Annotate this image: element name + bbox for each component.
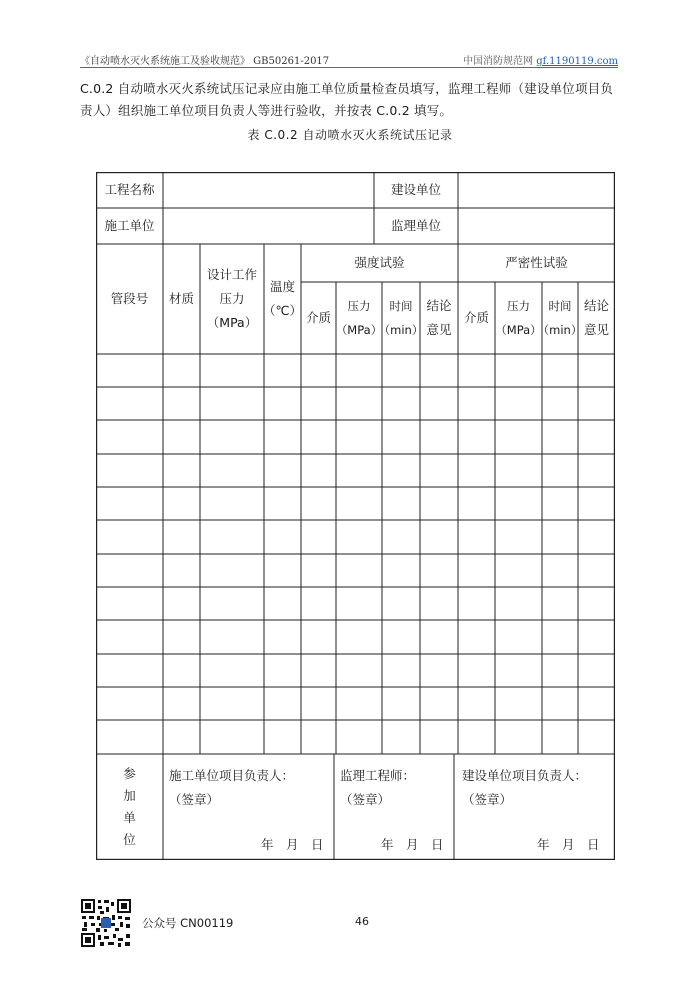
table-cell[interactable] [542,487,578,520]
table-cell[interactable] [200,520,264,554]
contractor-seal-label: （签章） [169,792,220,807]
table-cell[interactable] [578,520,615,554]
table-cell[interactable] [163,420,200,454]
page-header [80,52,618,68]
table-cell[interactable] [495,487,542,520]
strength-time-header: 时间（min） [378,299,424,337]
table-cell[interactable] [163,487,200,520]
table-cell[interactable] [163,387,200,420]
table-cell[interactable] [96,654,163,687]
table-cell[interactable] [264,387,301,420]
table-cell[interactable] [336,520,382,554]
table-cell[interactable] [96,520,163,554]
table-cell[interactable] [264,520,301,554]
table-cell[interactable] [264,620,301,654]
table-cell[interactable] [495,420,542,454]
table-cell[interactable] [420,387,458,420]
participants-label: 参加单位 [123,766,136,847]
table-cell[interactable] [200,620,264,654]
table-cell[interactable] [200,420,264,454]
table-cell[interactable] [336,654,382,687]
table-cell[interactable] [264,687,301,720]
table-cell[interactable] [336,587,382,620]
table-cell[interactable] [458,487,495,520]
table-cell[interactable] [578,420,615,454]
table-cell[interactable] [382,354,420,387]
strength-pressure-header: 压力（MPa） [335,299,383,337]
owner-unit-field[interactable] [458,172,615,208]
table-cell[interactable] [163,554,200,587]
strength-medium-header: 介质 [305,310,331,325]
table-cell[interactable] [495,654,542,687]
table-cell[interactable] [163,587,200,620]
table-cell[interactable] [542,454,578,487]
table-cell[interactable] [458,720,495,754]
table-cell[interactable] [458,387,495,420]
table-cell[interactable] [382,420,420,454]
table-cell[interactable] [542,620,578,654]
table-cell[interactable] [495,454,542,487]
table-cell[interactable] [382,720,420,754]
table-cell[interactable] [200,720,264,754]
table-cell[interactable] [542,587,578,620]
table-cell[interactable] [382,554,420,587]
table-cell[interactable] [264,420,301,454]
contractor-date: 年 月 日 [261,837,324,852]
table-cell[interactable] [200,354,264,387]
page-number: 46 [355,915,369,928]
table-cell[interactable] [264,720,301,754]
table-cell[interactable] [542,554,578,587]
table-cell[interactable] [96,354,163,387]
table-cell[interactable] [458,620,495,654]
table-cell[interactable] [578,654,615,687]
table-cell[interactable] [458,687,495,720]
table-cell[interactable] [200,654,264,687]
table-cell[interactable] [420,520,458,554]
table-cell[interactable] [301,487,336,520]
table-cell[interactable] [163,520,200,554]
label-supervisor-unit: 监理单位 [390,218,441,233]
table-cell[interactable] [495,720,542,754]
table-cell[interactable] [420,487,458,520]
table-cell[interactable] [495,687,542,720]
table-cell[interactable] [458,654,495,687]
table-cell[interactable] [420,420,458,454]
col-design-pressure-header: 设计工作压力（MPa） [206,267,258,330]
label-owner-unit: 建设单位 [390,182,441,197]
table-cell[interactable] [200,387,264,420]
table-cell[interactable] [382,620,420,654]
table-cell[interactable] [542,687,578,720]
header-site-link[interactable]: gf.1190119.com [536,56,618,67]
strength-conclusion-header: 结论意见 [426,298,452,337]
contractor-field[interactable] [163,208,374,244]
table-cell[interactable] [458,420,495,454]
table-cell[interactable] [382,454,420,487]
table-cell[interactable] [578,620,615,654]
table-cell[interactable] [96,587,163,620]
table-cell[interactable] [420,720,458,754]
wechat-account: 公众号 CN00119 [142,916,234,930]
table-cell[interactable] [578,687,615,720]
table-cell[interactable] [542,654,578,687]
table-cell[interactable] [336,420,382,454]
table-cell[interactable] [96,454,163,487]
table-cell[interactable] [264,554,301,587]
tightness-medium-header: 介质 [463,310,489,325]
table-cell[interactable] [382,587,420,620]
tightness-pressure-header: 压力（MPa） [495,299,542,337]
header-rule [80,67,618,68]
table-cell[interactable] [458,587,495,620]
table-cell[interactable] [336,720,382,754]
table-cell[interactable] [163,354,200,387]
table-cell[interactable] [382,487,420,520]
table-cell[interactable] [578,587,615,620]
table-cell[interactable] [420,354,458,387]
owner-date: 年 月 日 [537,837,600,852]
project-name-field[interactable] [163,172,374,208]
col-section-header: 管段号 [110,291,149,306]
table-cell[interactable] [336,687,382,720]
table-cell[interactable] [336,487,382,520]
table-cell[interactable] [578,720,615,754]
table-cell[interactable] [336,620,382,654]
label-contractor: 施工单位 [104,218,155,233]
col-material-header: 材质 [168,291,194,306]
table-cell[interactable] [264,487,301,520]
tightness-conclusion-header: 结论意见 [583,298,609,337]
table-cell[interactable] [542,354,578,387]
table-cell[interactable] [301,420,336,454]
supervisor-signature-label: 监理工程师： [340,768,416,783]
table-cell[interactable] [578,554,615,587]
table-cell[interactable] [382,387,420,420]
contractor-signature-label: 施工单位项目负责人： [169,768,295,783]
table-cell[interactable] [420,687,458,720]
table-cell[interactable] [264,654,301,687]
tightness-test-header: 严密性试验 [505,255,568,270]
table-cell[interactable] [578,387,615,420]
table-cell[interactable] [96,620,163,654]
table-cell[interactable] [495,587,542,620]
table-cell[interactable] [200,587,264,620]
table-caption: 表 C.0.2 自动喷水灭火系统试压记录 [247,128,453,142]
header-site-name: 中国消防规范网 [463,56,534,67]
supervisor-unit-field[interactable] [458,208,615,244]
table-cell[interactable] [200,554,264,587]
table-cell[interactable] [301,654,336,687]
table-cell[interactable] [96,554,163,587]
table-cell[interactable] [420,454,458,487]
table-cell[interactable] [458,520,495,554]
table-cell[interactable] [336,387,382,420]
table-cell[interactable] [495,387,542,420]
supervisor-seal-label: （签章） [340,792,391,807]
table-cell[interactable] [301,387,336,420]
supervisor-date: 年 月 日 [381,837,444,852]
table-cell[interactable] [264,454,301,487]
table-cell[interactable] [420,654,458,687]
table-cell[interactable] [542,387,578,420]
table-cell[interactable] [301,687,336,720]
table-cell[interactable] [382,654,420,687]
header-site [463,52,618,67]
table-cell[interactable] [200,487,264,520]
table-cell[interactable] [542,420,578,454]
table-cell[interactable] [96,487,163,520]
table-cell[interactable] [163,654,200,687]
strength-test-header: 强度试验 [354,255,405,270]
table-cell[interactable] [420,587,458,620]
table-cell[interactable] [495,620,542,654]
table-cell[interactable] [200,454,264,487]
table-cell[interactable] [301,354,336,387]
table-cell[interactable] [382,520,420,554]
table-cell[interactable] [301,620,336,654]
table-cell[interactable] [301,454,336,487]
table-cell[interactable] [301,520,336,554]
owner-signature-label: 建设单位项目负责人： [462,768,588,783]
table-cell[interactable] [163,687,200,720]
qr-code-icon [80,898,132,948]
table-cell[interactable] [336,554,382,587]
table-cell[interactable] [495,554,542,587]
table-cell[interactable] [301,720,336,754]
table-cell[interactable] [420,554,458,587]
table-cell[interactable] [578,454,615,487]
table-cell[interactable] [542,520,578,554]
table-cell[interactable] [578,487,615,520]
table-cell[interactable] [542,720,578,754]
table-cell[interactable] [264,587,301,620]
intro-paragraph: C.0.2 自动喷水灭火系统试压记录应由施工单位质量检查员填写，监理工程师（建设单位项目负责人）组织施工单位项目负责人等进行验收，并按表 C.0.2 填写。 [80,81,614,118]
owner-seal-label: （签章） [462,792,513,807]
table-cell[interactable] [163,720,200,754]
table-cell[interactable] [200,687,264,720]
table-cell[interactable] [458,554,495,587]
table-cell[interactable] [495,354,542,387]
table-cell[interactable] [578,354,615,387]
table-cell[interactable] [264,354,301,387]
table-cell[interactable] [336,454,382,487]
table-cell[interactable] [458,454,495,487]
pressure-test-form [96,172,615,860]
table-cell[interactable] [495,520,542,554]
table-cell[interactable] [96,387,163,420]
table-cell[interactable] [458,354,495,387]
table-cell[interactable] [301,587,336,620]
table-cell[interactable] [301,554,336,587]
col-temperature-header: 温度（℃） [262,279,303,318]
table-cell[interactable] [382,687,420,720]
table-cell[interactable] [163,620,200,654]
table-cell[interactable] [96,420,163,454]
table-cell[interactable] [163,454,200,487]
table-cell[interactable] [336,354,382,387]
label-project-name: 工程名称 [104,182,155,197]
table-cell[interactable] [420,620,458,654]
header-standard-title: 《自动喷水灭火系统施工及验收规范》 GB50261-2017 [80,56,330,67]
table-cell[interactable] [96,720,163,754]
tightness-time-header: 时间（min） [537,299,583,337]
table-cell[interactable] [96,687,163,720]
